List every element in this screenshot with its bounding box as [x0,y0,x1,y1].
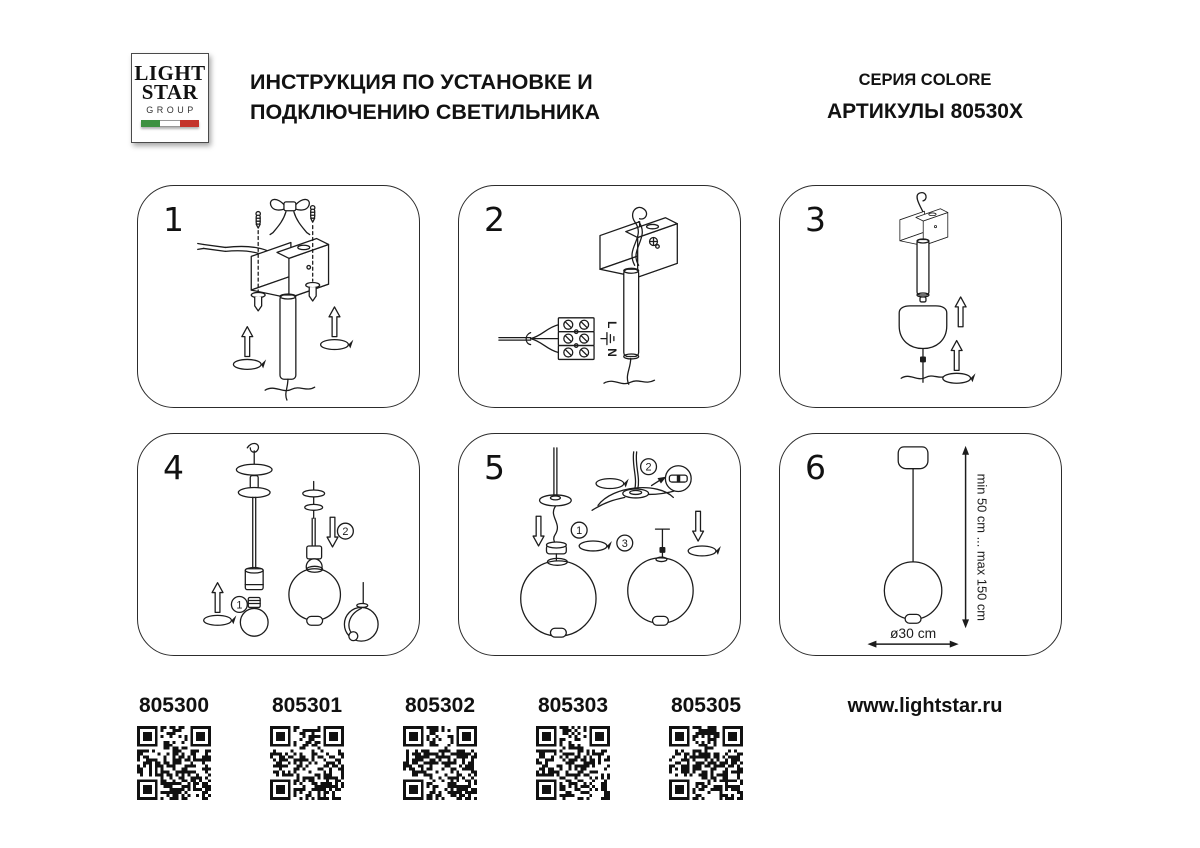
lightstar-logo [131,53,209,143]
earth-symbol-icon [601,333,614,345]
article-column [513,694,633,805]
series-block [798,71,1052,124]
step-number-3: 3 [805,200,826,239]
logo-word-group: GROUP [146,105,197,115]
ceiling-bracket-icon [600,218,677,277]
cable-and-canopy [540,448,572,550]
step-panel-2 [458,185,741,408]
toggle-anchor-icon [270,199,310,234]
svg-text:3: 3 [621,537,628,550]
svg-text:1: 1 [236,599,243,612]
article-code: 805300 [138,694,210,717]
logo-word-light: LIGHT [134,61,206,85]
article-code: 805303 [537,694,609,717]
terminal-label-l: L [604,321,619,329]
step-number-5: 5 [484,448,505,487]
down-arrow-icon [533,516,544,546]
twist-arrow-icon [321,340,354,350]
up-arrow-icon [951,341,962,371]
height-dimension-label: min 50 cm ... max 150 cm [974,473,990,622]
up-arrow-icon [242,327,253,357]
twist-arrow-icon [233,359,266,369]
step2-illustration [459,186,740,407]
ceiling-squiggle [265,387,315,390]
final-pendant [884,447,941,623]
qr-code [137,726,211,800]
step-badge-3 [617,535,633,551]
twist-arrow-icon [688,546,721,556]
article-column [646,694,766,805]
article-code: 805301 [271,694,343,717]
qr-code [270,726,344,800]
flag-white-stripe [160,120,179,127]
step4-illustration [138,434,419,655]
page-title-line1: ИНСТРУКЦИЯ ПО УСТАНОВКЕ И [250,70,593,94]
logo-word-star: STAR [141,80,199,104]
twist-arrow-icon [579,541,612,551]
suspension-cable [901,349,948,383]
website-url: www.lightstar.ru [847,695,1003,717]
article-code: 805305 [670,694,742,717]
down-arrow-icon [327,517,338,547]
flag-green-stripe [141,120,160,127]
svg-text:2: 2 [645,461,652,474]
step-number-2: 2 [484,200,505,239]
screw-icon [256,212,260,229]
article-column [247,694,367,805]
terminal-label-n: N [604,348,619,357]
up-arrow-icon [212,583,223,613]
pendant-with-shade [289,482,341,626]
height-dimension [962,446,969,628]
pendant-assembly [236,443,272,589]
step-badge-2 [337,523,353,539]
twist-arrow-icon [596,479,629,489]
wall-plug-icon [251,292,265,310]
step-number-1: 1 [163,200,184,239]
step-panel-1 [137,185,420,408]
screw-icon [311,206,315,223]
terminal-block [558,318,594,360]
lead-wires [499,325,558,353]
step-panel-6 [779,433,1062,656]
step3-illustration [780,186,1061,407]
shade-with-pin [628,529,693,625]
detail-pointer [652,466,692,492]
page-title [250,67,600,127]
diameter-dimension-label: ø30 cm [889,625,937,642]
qr-code [403,726,477,800]
step-number-6: 6 [805,448,826,487]
article-column [114,694,234,805]
page-title-line2: ПОДКЛЮЧЕНИЮ СВЕТИЛЬНИКА [250,100,601,124]
up-arrow-icon [329,307,340,337]
flag-red-stripe [180,120,199,127]
qr-code [536,726,610,800]
twist-arrow-icon [204,615,237,625]
down-tube [265,294,315,400]
step6-illustration [780,434,1061,655]
article-column [380,694,500,805]
articles-heading: АРТИКУЛЫ 80530X [827,100,1023,123]
article-code: 805302 [404,694,476,717]
step-badge-1 [231,597,247,613]
svg-text:2: 2 [342,526,349,539]
step-panel-3 [779,185,1062,408]
step-badge-2 [641,459,657,475]
step5-illustration [459,434,740,655]
ceiling-bracket-icon [251,239,328,298]
twist-arrow-icon [943,373,976,383]
step-badge-1 [571,522,587,538]
qr-code [669,726,743,800]
italy-flag-icon [141,120,199,127]
svg-text:1: 1 [576,525,583,538]
shade-with-bulb-inside [344,583,378,641]
glass-shade [521,558,596,637]
step-panel-5 [458,433,741,656]
down-arrow-icon [693,511,704,541]
step1-illustration [138,186,419,407]
step-number-4: 4 [163,448,184,487]
series-label: СЕРИЯ COLORE [858,71,992,89]
canopy-cup [899,306,947,349]
step-panel-4 [137,433,420,656]
up-arrow-icon [955,297,966,327]
down-tube [917,239,929,302]
diameter-dimension [867,641,958,648]
